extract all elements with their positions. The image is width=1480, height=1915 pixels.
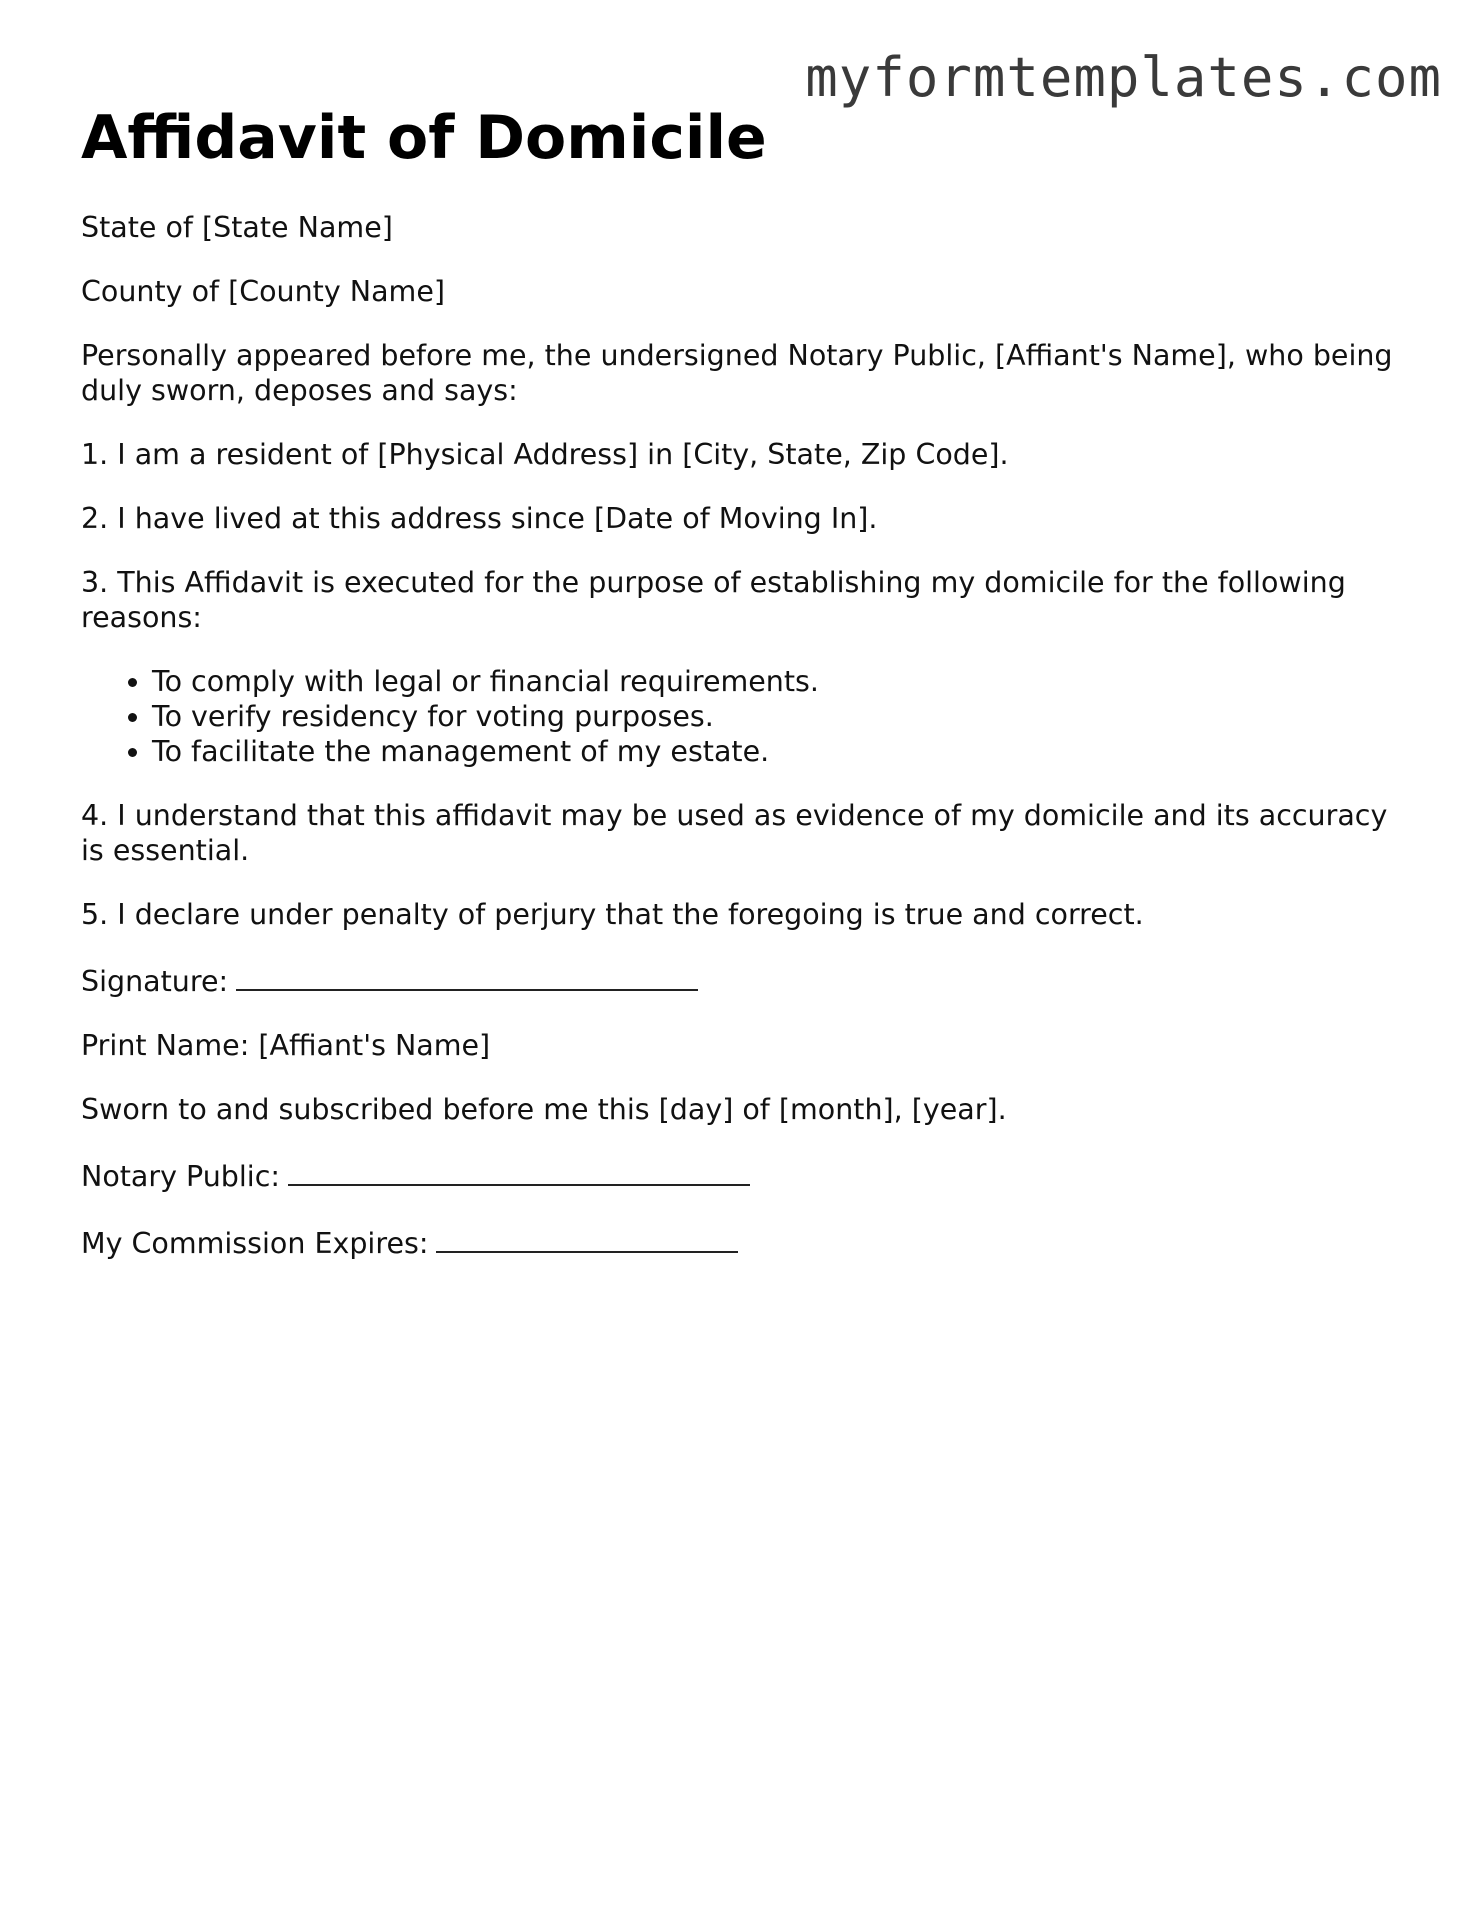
intro-paragraph: Personally appeared before me, the undersigned Notary Public, [Affiant's Name], who being duly sworn, deposes and says: [81, 339, 1393, 407]
list-item: • To verify residency for voting purposes. [152, 699, 1401, 734]
commission-expiry-field[interactable] [436, 1223, 738, 1253]
county-line: County of [County Name] [81, 275, 445, 308]
notary-signature-field[interactable] [288, 1156, 750, 1186]
notary-line [81, 1156, 1401, 1194]
print-name-line: Print Name: [Affiant's Name] [81, 1029, 491, 1062]
list-item: • To comply with legal or financial requirements. [152, 664, 1401, 699]
signature-field[interactable] [236, 961, 698, 991]
signature-label: Signature: [81, 965, 229, 998]
watermark-site-name: myformtemplates.com [805, 46, 1442, 109]
reasons-list [81, 664, 1401, 769]
state-line: State of [State Name] [81, 211, 393, 244]
notary-label: Notary Public: [81, 1160, 280, 1193]
sworn-line: Sworn to and subscribed before me this [day] of [month], [year]. [81, 1093, 1007, 1126]
statement-2: 2. I have lived at this address since [Date of Moving In]. [81, 502, 878, 535]
statement-4: 4. I understand that this affidavit may be used as evidence of my domicile and its accuracy is essential. [81, 799, 1388, 867]
affidavit-document [81, 102, 1401, 1290]
commission-line [81, 1223, 1401, 1261]
statement-1: 1. I am a resident of [Physical Address] in [City, State, Zip Code]. [81, 438, 1009, 471]
commission-label: My Commission Expires: [81, 1227, 429, 1260]
list-item: • To facilitate the management of my estate. [152, 734, 1401, 769]
statement-3: 3. This Affidavit is executed for the purpose of establishing my domicile for the following reasons: [81, 566, 1346, 634]
signature-line [81, 961, 1401, 999]
document-title: Affidavit of Domicile [81, 103, 767, 173]
statement-5: 5. I declare under penalty of perjury that the foregoing is true and correct. [81, 898, 1144, 931]
